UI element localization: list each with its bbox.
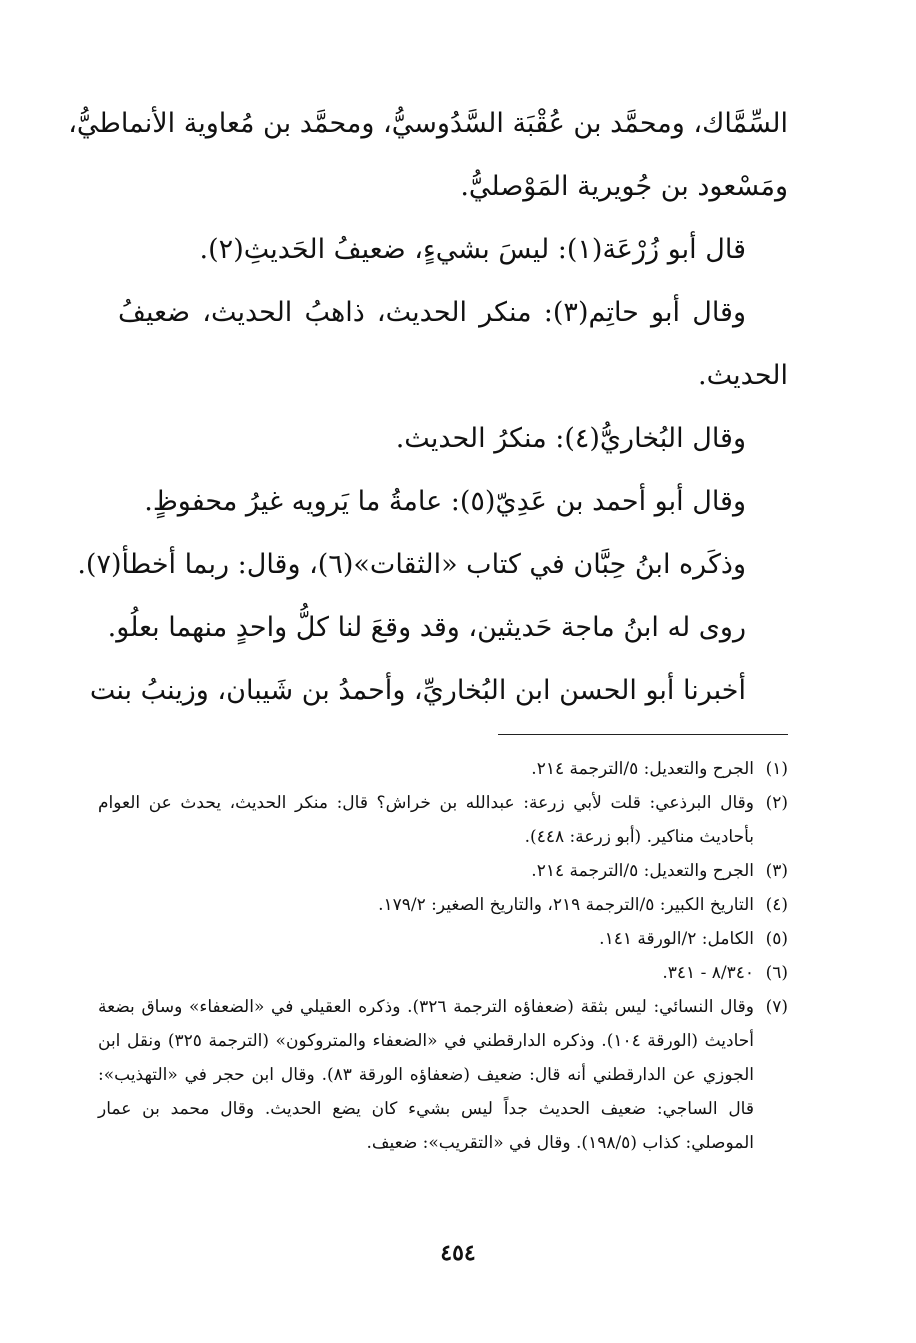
footnote: [98, 956, 788, 990]
footnote-number: (٤): [765, 895, 788, 915]
footnote-text: الكامل: ٢/الورقة ١٤١.: [599, 929, 754, 949]
footnote-number: (٦): [765, 963, 788, 983]
footnote-number: (٧): [765, 997, 788, 1017]
footnote-number: (٣): [765, 861, 788, 881]
footnotes: [98, 752, 788, 1160]
footnote: [98, 854, 788, 888]
footnote-text: وقال النسائي: ليس بثقة (ضعفاؤه الترجمة ٣٢٦). وذكره العقيلي في «الضعفاء» وساق بضعة أحاديث (الورقة ١٠٤). وذكره الدارقطني في «الضعفاء والمتروكون» (الترجمة ٣٢٥) ونقل ابن الجوزي عن الدارقطني أنه قال: ضعيف (ضعفاؤه الورقة ٨٣). وقال ابن حجر في «التهذيب»: قال الساجي: ضعيف الحديث جداً ليس بشيء كان يضع الحديث. وقال محمد بن عمار الموصلي: كذاب (١٩٨/٥). وقال في «التقريب»: ضعيف.: [98, 997, 754, 1153]
text-line: أخبرنا أبو الحسن ابن البُخاريِّ، وأحمدُ بن شَيبان، وزينبُ بنت: [89, 675, 746, 706]
footnote-text: ٨/٣٤٠ - ٣٤١.: [662, 963, 754, 983]
text-line: وقال أبو أحمد بن عَدِيّ(٥): عامةُ ما يَرويه غيرُ محفوظٍ.: [144, 486, 746, 517]
footnote-divider: [498, 734, 788, 735]
text-line: السِّمَّاك، ومحمَّد بن عُقْبَة السَّدُوسيُّ، ومحمَّد بن مُعاوية الأنماطيُّ،: [68, 108, 788, 139]
page-number: ٤٥٤: [440, 1240, 476, 1266]
footnote-text: الجرح والتعديل: ٥/الترجمة ٢١٤.: [531, 759, 754, 779]
footnote-text: التاريخ الكبير: ٥/الترجمة ٢١٩، والتاريخ الصغير: ١٧٩/٢.: [378, 895, 754, 915]
text-line: الحديث.: [698, 360, 788, 391]
footnote: [98, 786, 788, 854]
footnote: [98, 752, 788, 786]
footnote-number: (٥): [765, 929, 788, 949]
text-line: وقال أبو حاتِم(٣): منكر الحديث، ذاهبُ الحديث، ضعيفُ: [118, 297, 746, 328]
text-line: وذكَره ابنُ حِبَّان في كتاب «الثقات»(٦)، وقال: ربما أخطأ(٧).: [77, 549, 746, 580]
footnote: [98, 922, 788, 956]
footnote: [98, 888, 788, 922]
text-line: ومَسْعود بن جُويرية المَوْصليُّ.: [460, 171, 788, 202]
footnote-number: (٢): [765, 793, 788, 813]
footnote-text: الجرح والتعديل: ٥/الترجمة ٢١٤.: [531, 861, 754, 881]
text-line: روى له ابنُ ماجة حَديثين، وقد وقعَ لنا كلُّ واحدٍ منهما بعلُو.: [107, 612, 746, 643]
footnote: [98, 990, 788, 1160]
text-line: قال أبو زُرْعَة(١): ليسَ بشيءٍ، ضعيفُ الحَديثِ(٢).: [199, 234, 746, 265]
text-line: وقال البُخاريُّ(٤): منكرُ الحديث.: [395, 423, 746, 454]
main-text: [68, 92, 788, 722]
footnote-text: وقال البرذعي: قلت لأبي زرعة: عبدالله بن خراش؟ قال: منكر الحديث، يحدث عن العوام بأحاديث مناكير. (أبو زرعة: ٤٤٨).: [98, 793, 754, 847]
footnote-number: (١): [765, 759, 788, 779]
